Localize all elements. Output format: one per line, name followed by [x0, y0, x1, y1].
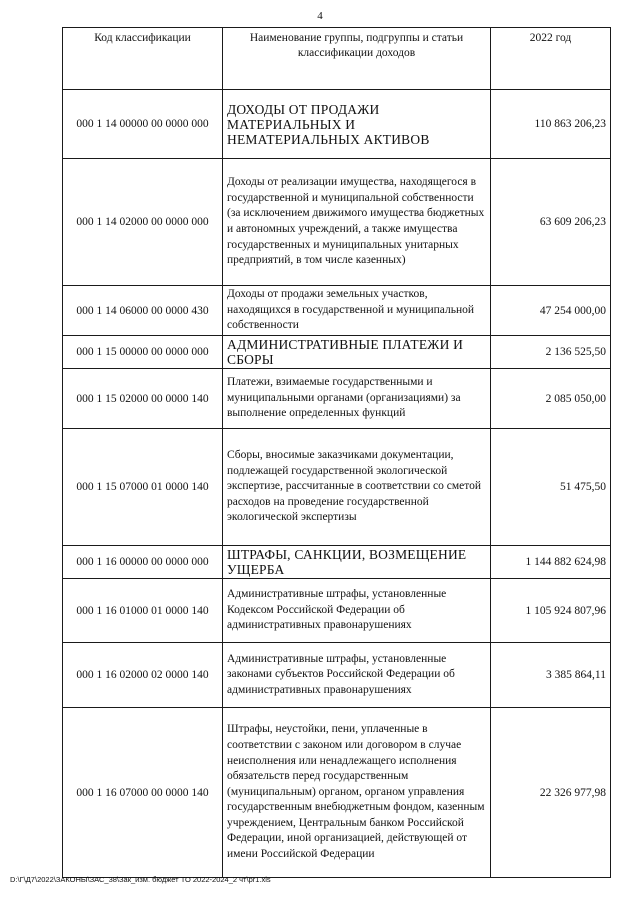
- table-row: [63, 643, 611, 708]
- row-amount: 51 475,50: [491, 429, 611, 546]
- table-row: [63, 336, 611, 369]
- row-amount: 2 085 050,00: [491, 369, 611, 429]
- row-amount: 1 144 882 624,98: [491, 546, 611, 579]
- row-code: 000 1 16 02000 02 0000 140: [63, 643, 223, 708]
- table-row: [63, 708, 611, 878]
- table-header-row: [63, 28, 611, 90]
- table-row: [63, 159, 611, 286]
- table-row: [63, 286, 611, 336]
- row-name: ШТРАФЫ, САНКЦИИ, ВОЗМЕЩЕНИЕ УЩЕРБА: [223, 546, 491, 579]
- row-amount: 22 326 977,98: [491, 708, 611, 878]
- table-row: [63, 546, 611, 579]
- row-name: Административные штрафы, установленные законами субъектов Российской Федерации об административных правонарушениях: [223, 643, 491, 708]
- row-name: Платежи, взимаемые государственными и муниципальными органами (организациями) за выполнение определенных функций: [223, 369, 491, 429]
- file-path-footer: D:\Г\Д7\2022\ЗАКОНЫ\ЗАС_38\Зак_изм. бюджет ТО 2022-2024_2 чт\pr1.xls: [10, 875, 271, 884]
- table-row: [63, 579, 611, 643]
- table-row: [63, 429, 611, 546]
- row-amount: 3 385 864,11: [491, 643, 611, 708]
- header-code: Код классификации: [63, 28, 223, 90]
- row-code: 000 1 16 07000 00 0000 140: [63, 708, 223, 878]
- header-name: Наименование группы, подгруппы и статьи классификации доходов: [223, 28, 491, 90]
- row-code: 000 1 14 06000 00 0000 430: [63, 286, 223, 336]
- row-name: Административные штрафы, установленные Кодексом Российской Федерации об административных правонарушениях: [223, 579, 491, 643]
- row-code: 000 1 15 00000 00 0000 000: [63, 336, 223, 369]
- row-name: Доходы от реализации имущества, находящегося в государственной и муниципальной собственности (за исключением движимого имущества бюджетных и автономных учреждений, а также имущества государственных и муниципальных унитарных предприятий, в том числе казенных): [223, 159, 491, 286]
- row-amount: 63 609 206,23: [491, 159, 611, 286]
- row-name: Штрафы, неустойки, пени, уплаченные в соответствии с законом или договором в случае неисполнения или ненадлежащего исполнения обязательств перед государственным (муниципальным) органом, органом управления государственным внебюджетным фондом, казенным учреждением, Центральным банком Российской Федерации, иной организацией, действующей от имени Российской Федерации: [223, 708, 491, 878]
- row-code: 000 1 14 02000 00 0000 000: [63, 159, 223, 286]
- row-name: АДМИНИСТРАТИВНЫЕ ПЛАТЕЖИ И СБОРЫ: [223, 336, 491, 369]
- row-amount: 1 105 924 807,96: [491, 579, 611, 643]
- row-code: 000 1 16 01000 01 0000 140: [63, 579, 223, 643]
- row-name: Сборы, вносимые заказчиками документации, подлежащей государственной экологической экспертизе, рассчитанные в соответствии со сметой расходов на проведение государственной экологической экспертизы: [223, 429, 491, 546]
- row-code: 000 1 14 00000 00 0000 000: [63, 90, 223, 159]
- revenue-table: [62, 27, 611, 878]
- header-amount: 2022 год: [491, 28, 611, 90]
- row-code: 000 1 15 02000 00 0000 140: [63, 369, 223, 429]
- row-amount: 2 136 525,50: [491, 336, 611, 369]
- table-row: [63, 369, 611, 429]
- row-amount: 110 863 206,23: [491, 90, 611, 159]
- page-number: 4: [317, 10, 323, 22]
- table-row: [63, 90, 611, 159]
- row-code: 000 1 16 00000 00 0000 000: [63, 546, 223, 579]
- row-name: ДОХОДЫ ОТ ПРОДАЖИ МАТЕРИАЛЬНЫХ И НЕМАТЕРИАЛЬНЫХ АКТИВОВ: [223, 90, 491, 159]
- row-amount: 47 254 000,00: [491, 286, 611, 336]
- row-name: Доходы от продажи земельных участков, находящихся в государственной и муниципальной собственности: [223, 286, 491, 336]
- row-code: 000 1 15 07000 01 0000 140: [63, 429, 223, 546]
